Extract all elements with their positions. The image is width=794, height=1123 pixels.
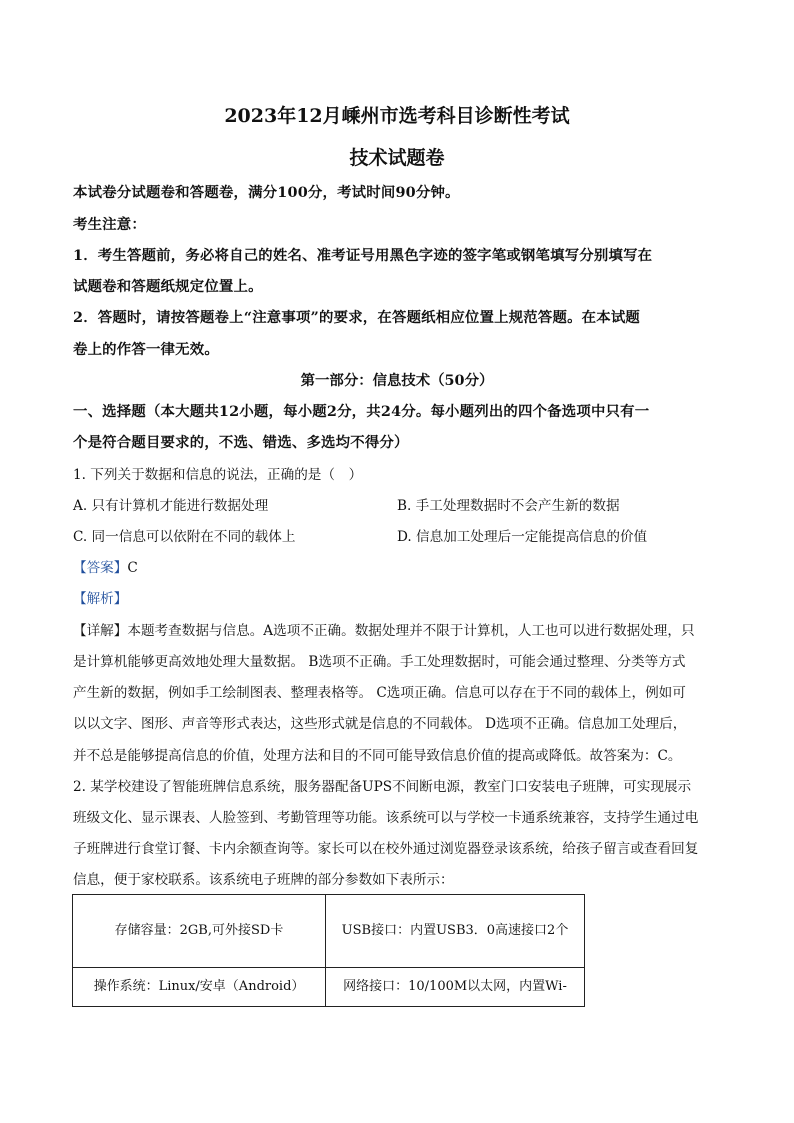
- answer-row: [73, 556, 138, 576]
- note-1-line-1: 1．考生答题前，务必将自己的姓名、准考证号用黑色字迹的签字笔或钢笔填写分别填写在: [73, 247, 653, 264]
- question-1-option-a: A. 只有计算机才能进行数据处理: [73, 498, 269, 514]
- exam-subtitle: 技术试题卷: [349, 147, 445, 169]
- table-cell-os: 操作系统：Linux/安卓（Android）: [73, 968, 326, 1007]
- question-1-option-c: C. 同一信息可以依附在不同的载体上: [73, 529, 296, 545]
- table-cell-network: 网络接口：10/100M以太网，内置Wi-: [326, 968, 585, 1007]
- question-1-option-b: B. 手工处理数据时不会产生新的数据: [397, 498, 620, 514]
- notice-label: 考生注意：: [73, 216, 146, 233]
- note-2-line-2: 卷上的作答一律无效。: [73, 341, 219, 358]
- detail-line: 以以文字、图形、声音等形式表达，这些形式就是信息的不同载体。 D选项不正确。信息加工处理后，: [73, 716, 687, 732]
- question-2-stem-line: 信息，便于家校联系。该系统电子班牌的部分参数如下表所示：: [73, 872, 454, 888]
- table-cell-storage: 存储容量：2GB,可外接SD卡: [73, 895, 326, 968]
- question-2-stem-line: 班级文化、显示课表、人脸签到、考勤管理等功能。该系统可以与学校一卡通系统兼容，支持学生通过电: [73, 810, 699, 826]
- analysis-tag: 【解析】: [73, 591, 128, 607]
- exam-title: 2023年12月嵊州市选考科目诊断性考试: [224, 105, 570, 127]
- detail-line: 是计算机能够更高效地处理大量数据。 B选项不正确。手工处理数据时，可能会通过整理、分类等方式: [73, 654, 686, 670]
- detail-line: 并不总是能够提高信息的价值，处理方法和目的不同可能导致信息价值的提高或降低。故答案为：C。: [73, 748, 682, 764]
- question-2-stem-line: 子班牌进行食堂订餐、卡内余额查询等。家长可以在校外通过浏览器登录该系统，给孩子留言或查看回复: [73, 841, 699, 857]
- note-1-line-2: 试题卷和答题纸规定位置上。: [73, 278, 263, 295]
- section-heading-line-1: 一、选择题（本大题共12小题，每小题2分，共24分。每小题列出的四个备选项中只有一: [73, 403, 650, 420]
- table-row: [73, 895, 585, 968]
- question-1-stem: 1. 下列关于数据和信息的说法，正确的是（ ）: [73, 467, 363, 483]
- detail-line: 【详解】本题考查数据与信息。A选项不正确。数据处理并不限于计算机，人工也可以进行数据处理，只: [73, 623, 695, 639]
- detail-line: 产生新的数据，例如手工绘制图表、整理表格等。 C选项正确。信息可以存在于不同的载体上，例如可: [73, 685, 686, 701]
- question-2-stem-line: 2. 某学校建设了智能班牌信息系统，服务器配备UPS不间断电源，教室门口安装电子班牌，可实现展示: [73, 779, 692, 795]
- answer-tag: 【答案】: [73, 560, 128, 576]
- section-heading-line-2: 个是符合题目要求的，不选、错选、多选均不得分）: [73, 434, 409, 451]
- part-title: 第一部分：信息技术（50分）: [300, 372, 494, 389]
- answer-value: C: [127, 560, 138, 576]
- intro-line: 本试卷分试题卷和答题卷，满分100分，考试时间90分钟。: [73, 184, 460, 201]
- parameter-table: [72, 894, 585, 1007]
- table-row: [73, 968, 585, 1007]
- table-cell-usb: USB接口：内置USB3．0高速接口2个: [326, 895, 585, 968]
- note-2-line-1: 2．答题时，请按答题卷上“注意事项”的要求，在答题纸相应位置上规范答题。在本试题: [73, 309, 641, 326]
- question-1-option-d: D. 信息加工处理后一定能提高信息的价值: [397, 529, 648, 545]
